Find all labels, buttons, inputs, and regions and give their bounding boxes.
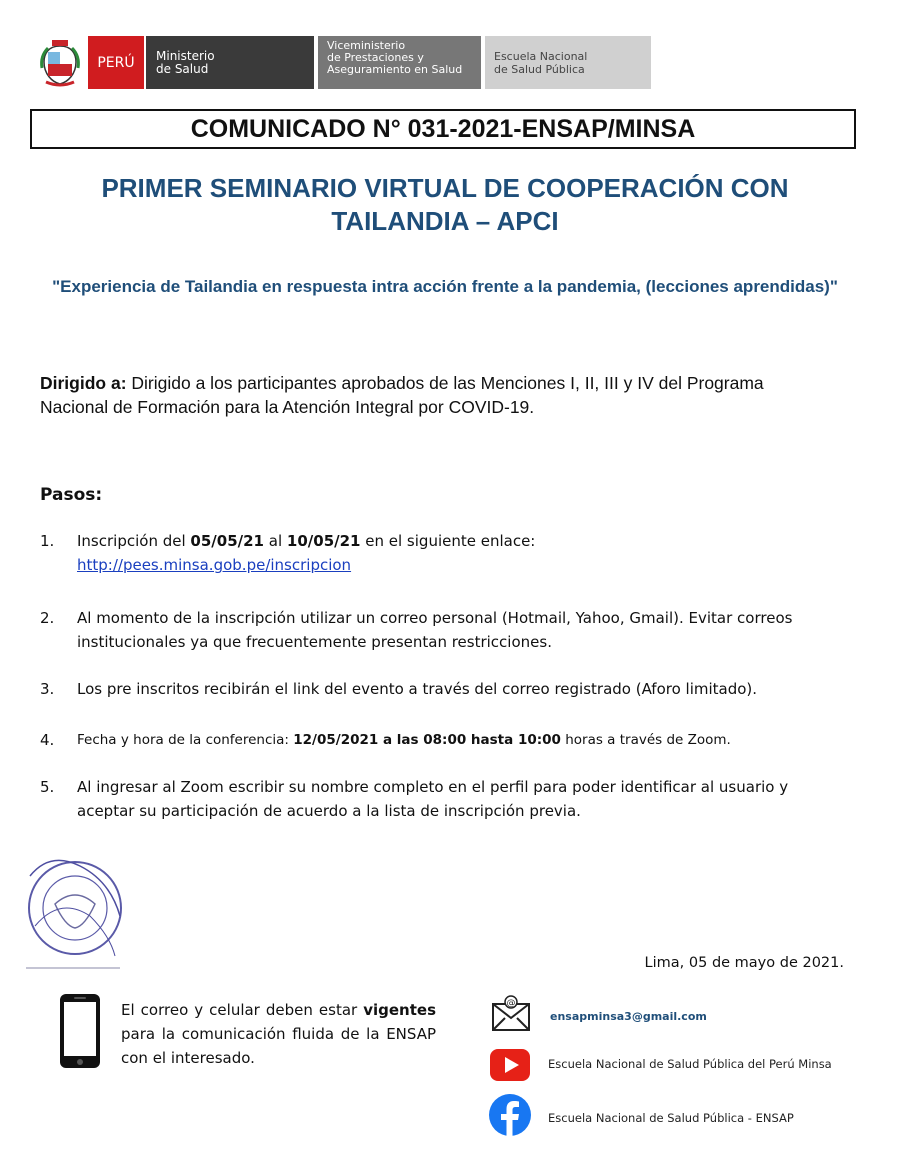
document-subtitle: "Experiencia de Tailandia en respuesta intra acción frente a la pandemia, (lecciones aprendidas)" [52, 277, 838, 296]
comunicado-number: COMUNICADO N° 031-2021-ENSAP/MINSA [30, 109, 856, 149]
step-text: en el siguiente enlace: [360, 532, 536, 550]
email-icon [489, 990, 533, 1034]
step-item [40, 728, 840, 752]
step-number: 4. [40, 731, 55, 749]
svg-text:@: @ [506, 998, 516, 1009]
step-text: horas a través de Zoom. [560, 732, 731, 748]
step-text: Fecha y hora de la conferencia: [77, 732, 294, 748]
issue-date: Lima, 05 de mayo de 2021. [644, 955, 844, 971]
document-title: PRIMER SEMINARIO VIRTUAL DE COOPERACIÓN CON TAILANDIA – APCI [101, 173, 789, 236]
conference-datetime: 12/05/2021 a las 08:00 hasta 10:00 [293, 732, 561, 748]
step-item [40, 677, 840, 701]
notice-text: El correo y celular deben estar [121, 1001, 364, 1019]
step-number: 2. [40, 609, 55, 627]
steps-heading: Pasos: [40, 485, 103, 505]
start-date: 05/05/21 [190, 532, 264, 550]
step-number: 1. [40, 532, 55, 550]
step-text: Al ingresar al Zoom escribir su nombre completo en el perfil para poder identificar al usuario y aceptar su participación de acuerdo a la lista de inscripción previa. [77, 778, 789, 820]
contact-notice [121, 998, 436, 1070]
step-item [40, 606, 840, 654]
audience-label: Dirigido a: [40, 373, 127, 393]
step-text: Los pre inscritos recibirán el link del evento a través del correo registrado (Aforo limitado). [77, 680, 758, 698]
school-label: Escuela Nacional de Salud Pública [485, 36, 651, 89]
step-number: 3. [40, 680, 55, 698]
peru-label: PERÚ [88, 36, 144, 89]
audience-paragraph [40, 371, 820, 419]
step-text: Inscripción del [77, 532, 191, 550]
ministry-label: Ministerio de Salud [146, 36, 314, 89]
step-text: Al momento de la inscripción utilizar un correo personal (Hotmail, Yahoo, Gmail). Evitar correos institucionales ya que frecuentemente presentan restricciones. [77, 609, 793, 651]
phone-icon [58, 992, 102, 1070]
notice-emphasis: vigentes [363, 1001, 436, 1019]
vice-ministry-label: Viceministerio de Prestaciones y Aseguramiento en Salud [318, 36, 481, 89]
audience-text: Dirigido a los participantes aprobados de las Menciones I, II, III y IV del Programa Nacional de Formación para la Atención Integral por COVID-19. [40, 373, 764, 417]
registration-link[interactable]: http://pees.minsa.gob.pe/inscripcion [77, 556, 352, 574]
youtube-channel[interactable]: Escuela Nacional de Salud Pública del Perú Minsa [548, 1057, 832, 1071]
step-number: 5. [40, 778, 55, 796]
official-stamp [20, 856, 130, 976]
step-item [40, 529, 840, 577]
end-date: 10/05/21 [286, 532, 361, 550]
step-text: al [264, 532, 287, 550]
contact-email[interactable]: ensapminsa3@gmail.com [550, 1010, 707, 1023]
facebook-page[interactable]: Escuela Nacional de Salud Pública - ENSAP [548, 1111, 794, 1125]
youtube-icon [488, 1043, 532, 1087]
notice-text: para la comunicación fluida de la ENSAP con el interesado. [121, 1025, 436, 1067]
step-item [40, 775, 840, 823]
facebook-icon [488, 1093, 532, 1137]
coat-of-arms-icon [38, 38, 82, 88]
